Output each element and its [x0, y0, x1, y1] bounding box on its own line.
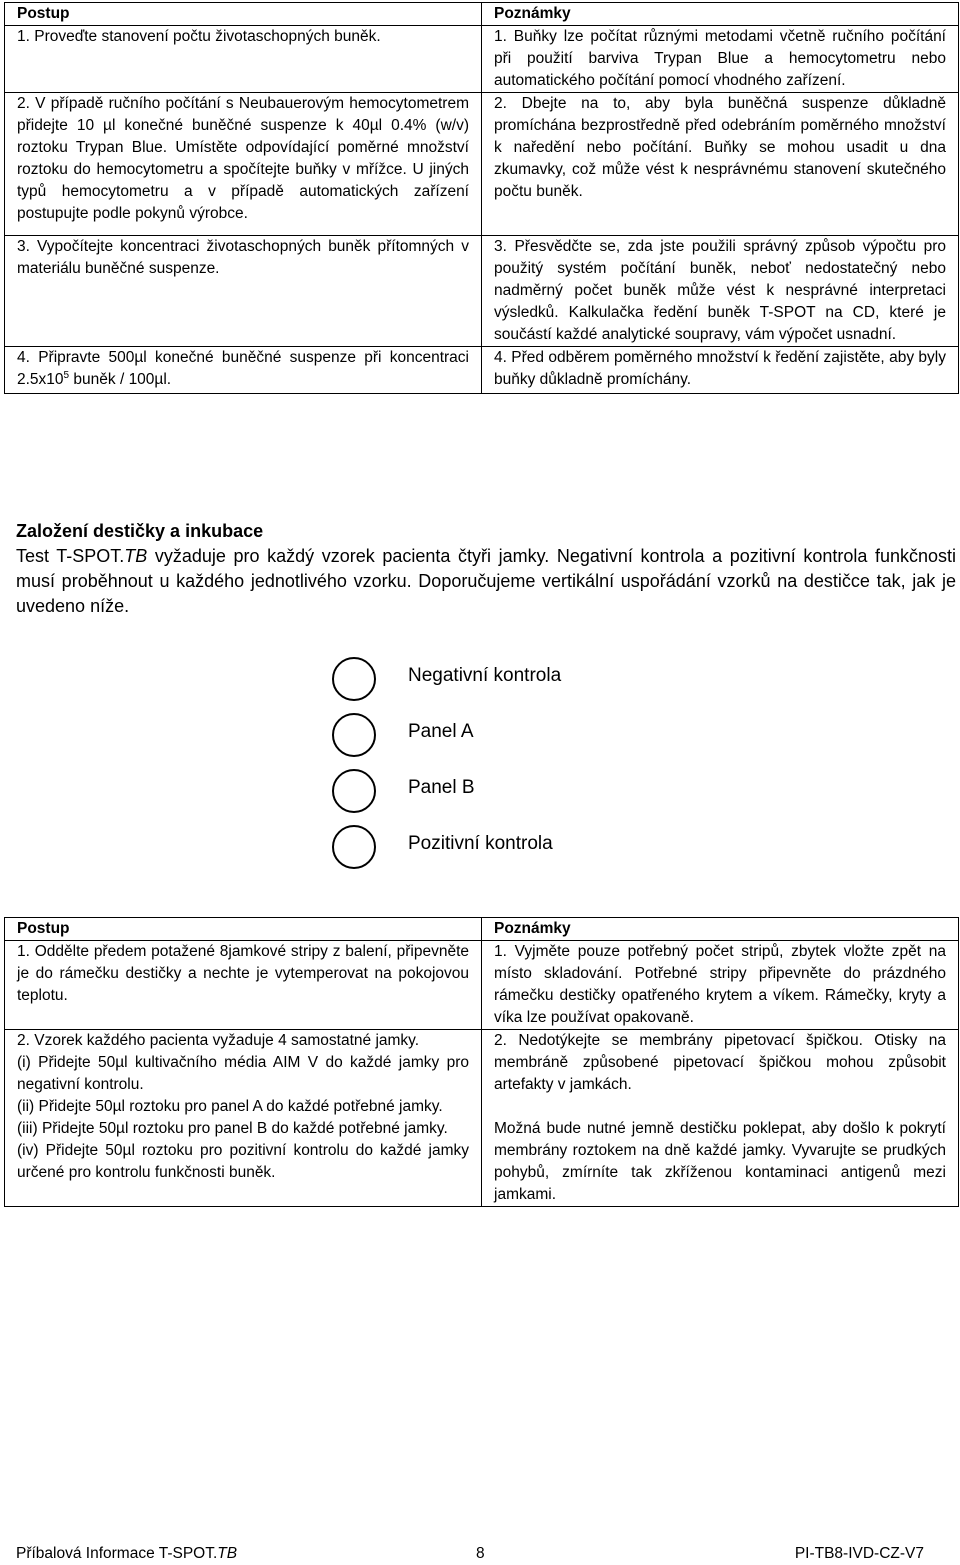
well-circle [332, 769, 376, 813]
table-row [5, 236, 959, 347]
note-step-1: 1. Buňky lze počítat různými metodami včetně ručního počítání při použití barviva Trypan Blue a hemocytometru nebo automatického počítání pomocí vhodného zařízení. [482, 26, 959, 93]
well-label: Pozitivní kontrola [408, 833, 553, 854]
procedure-step-1: 1. Proveďte stanovení počtu životaschopných buněk. [5, 26, 482, 93]
procedure-table-1 [4, 2, 959, 394]
section-title: Založení destičky a inkubace [16, 521, 264, 541]
table-row [5, 26, 959, 93]
note-step-2: 2. Nedotýkejte se membrány pipetovací špičkou. Otisky na membráně způsobené pipetovací špičkou mohou způsobit artefakty v jamkách. Možná bude nutné jemně destičku poklepat, aby došlo k pokrytí membrány roztokem na dně každé jamky. Vyvarujte se prudkých pohybů, zmírníte tak zkříženou kontaminaci antigenů mezi jamkami. [482, 1030, 959, 1207]
well-circle [332, 713, 376, 757]
section-body: Test T-SPOT.TB vyžaduje pro každý vzorek pacienta čtyři jamky. Negativní kontrola a pozitivní kontrola funkčnosti musí proběhnout u každého jednotlivého vzorku. Doporučujeme vertikální uspořádání vzorků na destičce tak, jak je uvedeno níže. [16, 546, 957, 616]
table-row [5, 93, 959, 236]
note-step-3: 3. Přesvědčte se, zda jste použili správný způsob výpočtu pro použitý systém počítání buněk, neboť nedostatečný nebo nadměrný počet buněk může vést k nesprávné interpretaci výsledků. Kalkulačka ředění buněk T-SPOT na CD, které je součástí každé analytické soupravy, vám výpočet usnadní. [482, 236, 959, 347]
procedure-step-3: 3. Vypočítejte koncentraci životaschopných buněk přítomných v materiálu buněčné suspenze. [5, 236, 482, 347]
well-label: Panel A [408, 721, 474, 742]
column-header-notes: Poznámky [482, 918, 959, 941]
procedure-step-2: 2. Vzorek každého pacienta vyžaduje 4 samostatné jamky. (i) Přidejte 50µl kultivačního média AIM V do každé jamky pro negativní kontrolu. (ii) Přidejte 50µl roztoku pro panel A do každé potřebné jamky. (iii) Přidejte 50µl roztoku pro panel B do každé potřebné jamky. (iv) Přidejte 50µl roztoku pro pozitivní kontrolu do každé jamky určené pro kontrolu funkčnosti buněk. [5, 1030, 482, 1207]
table-row [5, 941, 959, 1030]
exponent: 5 [63, 370, 70, 381]
table-row [5, 347, 959, 394]
footer-page-number: 8 [476, 1545, 485, 1562]
well-circle [332, 657, 376, 701]
footer-document-code: PI-TB8-IVD-CZ-V7 [794, 1545, 924, 1562]
note-step-1: 1. Vyjměte pouze potřebný počet stripů, zbytek vložte zpět na místo skladování. Potřebné stripy připevněte do prázdného rámečku destičky opatřeného krytem a víkem. Rámečky, kryty a víka lze používat opakovaně. [482, 941, 959, 1030]
procedure-step-2: 2. V případě ručního počítání s Neubauerovým hemocytometrem přidejte 10 µl konečné buněčné suspenze k 40µl 0.4% (w/v) roztoku Trypan Blue. Umístěte odpovídající poměrné množství roztoku do hemocytometru a spočítejte buňky v mřížce. U jiných typů hemocytometru a v případě automatických zařízení postupujte podle pokynů výrobce. [5, 93, 482, 236]
well-label: Panel B [408, 777, 475, 798]
table-header-row [5, 3, 959, 26]
well-label: Negativní kontrola [408, 665, 562, 686]
procedure-table-2 [4, 917, 959, 1207]
table-header-row [5, 918, 959, 941]
procedure-step-4: 4. Připravte 500µl konečné buněčné suspenze při koncentraci $2.5x10^5$ buněk / 100µl. [5, 347, 482, 394]
column-header-procedure: Postup [5, 918, 482, 941]
footer-document-title: Příbalová Informace T-SPOT.TB [16, 1545, 238, 1562]
column-header-notes: Poznámky [482, 3, 959, 26]
well-circle [332, 825, 376, 869]
table-row [5, 1030, 959, 1207]
note-step-2: 2. Dbejte na to, aby byla buněčná suspenze důkladně promíchána bezprostředně před odebráním poměrného množství k naředění nebo počítání. Buňky se mohou usadit u dna zkumavky, což může vést k nesprávnému stanovení skutečného počtu buněk. [482, 93, 959, 236]
procedure-step-1: 1. Oddělte předem potažené 8jamkové stripy z balení, připevněte je do rámečku destičky a nechte je vytemperovat na pokojovou teplotu. [5, 941, 482, 1030]
note-step-4: 4. Před odběrem poměrného množství k ředění zajistěte, aby byly buňky důkladně promíchány. [482, 347, 959, 394]
column-header-procedure: Postup [5, 3, 482, 26]
